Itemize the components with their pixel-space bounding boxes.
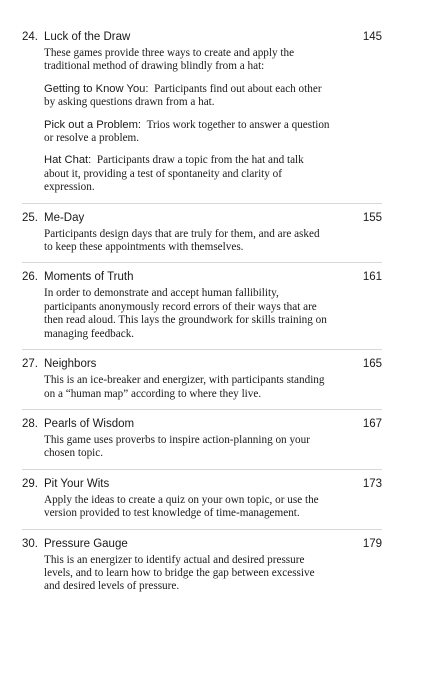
entry-number: 27. [22, 358, 38, 371]
divider [22, 469, 382, 470]
entry-description: Participants design days that are truly for them, and are asked to keep these appointments with themselves. [44, 227, 320, 254]
entry-page-number: 173 [362, 477, 382, 490]
divider [22, 262, 382, 263]
toc-entry-25 [22, 211, 382, 255]
entry-description: This is an ice-breaker and energizer, with participants standing on a “human map” according to where they live. [44, 374, 325, 400]
entry-description: These games provide three ways to create and apply the traditional method of drawing blindly from a hat: [44, 47, 295, 73]
entry-title: Luck of the Draw [44, 31, 131, 43]
subitem-title: Hat Chat: [44, 154, 92, 167]
subitem-pick-out-a-problem [44, 119, 330, 146]
entry-title: Me-Day [44, 211, 85, 224]
subitem-text: Participants draw a topic from the hat and talk about it, providing a test of spontaneity and clarity of expression. [44, 154, 304, 194]
entry-number: 28. [22, 417, 38, 430]
table-of-contents [22, 30, 382, 594]
divider [22, 409, 382, 410]
toc-entry-26 [22, 270, 382, 341]
entry-title: Pit Your Wits [44, 477, 110, 490]
entry-heading [22, 537, 382, 552]
entry-number: 30. [22, 537, 38, 550]
entry-page-number: 155 [362, 211, 382, 224]
entry-heading [22, 357, 382, 372]
entry-description: This game uses proverbs to inspire action-planning on your chosen topic. [44, 433, 310, 460]
entry-description: Apply the ideas to create a quiz on your own topic, or use the version provided to test knowledge of time-management. [44, 493, 319, 520]
toc-entry-28 [22, 417, 382, 461]
subitem-hat-chat [44, 154, 330, 194]
divider [22, 529, 382, 530]
entry-title: Neighbors [44, 358, 97, 371]
entry-title: Pressure Gauge [44, 537, 128, 550]
entry-number: 24. [22, 31, 38, 43]
entry-number: 25. [22, 211, 38, 224]
subitem-text: Trios work together to answer a question or resolve a problem. [44, 118, 330, 145]
toc-entry-24 [22, 30, 382, 195]
subitem-title: Pick out a Problem: [44, 118, 142, 131]
entry-number: 26. [22, 271, 38, 284]
entry-number: 29. [22, 477, 38, 490]
entry-heading [22, 417, 382, 432]
entry-page-number: 179 [362, 537, 382, 550]
entry-description: This is an energizer to identify actual and desired pressure levels, and to learn how to bridge the gap between excessive and desired levels of pressure. [44, 553, 315, 593]
entry-title: Moments of Truth [44, 271, 134, 284]
subitem-getting-to-know-you [44, 83, 330, 110]
entry-heading [22, 30, 382, 45]
toc-entry-29 [22, 477, 382, 521]
divider [22, 349, 382, 350]
entry-page-number: 167 [362, 417, 382, 430]
entry-heading [22, 211, 382, 226]
entry-heading [22, 477, 382, 492]
subitem-title: Getting to Know You: [44, 82, 149, 95]
divider [22, 203, 382, 204]
entry-heading [22, 270, 382, 285]
toc-entry-30 [22, 537, 382, 594]
toc-entry-27 [22, 357, 382, 401]
entry-page-number: 161 [362, 271, 382, 284]
entry-page-number: 145 [362, 31, 382, 43]
subitem-text: Participants find out about each other by asking questions drawn from a hat. [44, 82, 322, 109]
entry-description: In order to demonstrate and accept human fallibility, participants anonymously record errors of their ways that are then read aloud. This lays the groundwork for skills training on managing feedback. [44, 287, 327, 340]
entry-page-number: 165 [362, 358, 382, 371]
entry-title: Pearls of Wisdom [44, 417, 135, 430]
